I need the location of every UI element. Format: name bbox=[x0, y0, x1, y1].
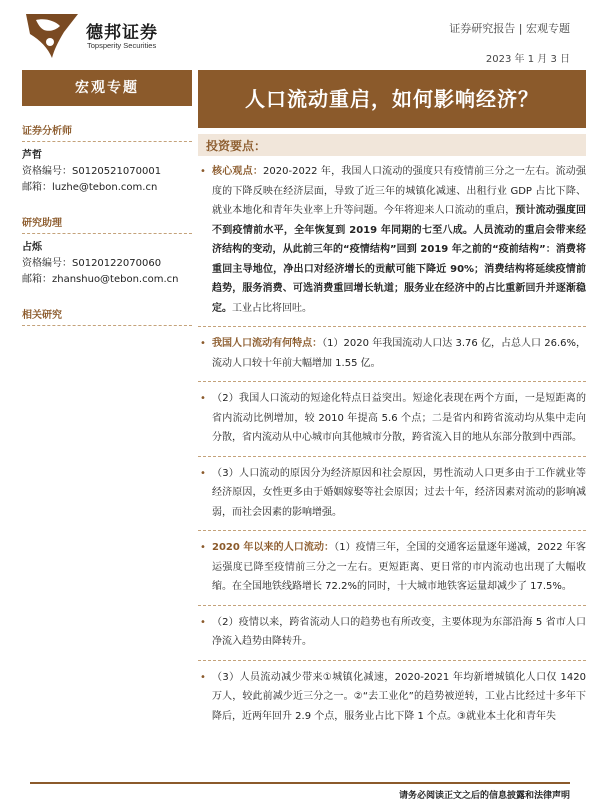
paragraph-text: 工业占比将回吐。 bbox=[232, 302, 312, 314]
divider bbox=[22, 233, 192, 234]
paragraph-text: （3）人员流动减少带来①城镇化减速，2020-2021 年均新增城镇化人口仅 1420 万人，较此前减少近三分之一。②“去工业化”的趋势被逆转，工业占比经过十多年下降后，近两年回升 2.9 个点，服务业占比下降 1 个点。③就业本土化和青年失 bbox=[212, 671, 586, 722]
paragraph-text: （1）疫情三年，全国的交通客运量逐年递减，2022 年客运强度已降至疫情前三分之一左右。更短距离、更日常的市内流动也出现了大幅收缩。在全国地铁线路增长 72.2%的同时，十大城市地铁客运量却减少了 17.5%。 bbox=[212, 542, 586, 592]
analyst-name: 芦哲 bbox=[22, 150, 42, 161]
divider bbox=[22, 325, 192, 326]
analyst-email[interactable]: 邮箱：luzhe@tebon.com.cn bbox=[22, 182, 158, 193]
paragraph-text: （2）我国人口流动的短途化特点日益突出。短途化表现在两个方面，一是短距离的省内流动比例增加，较 2010 年提高 5.6 个点；二是省内和跨省流动均从集中走向分散，省内流动从中心城市向其他城市分散，跨省流入目的地从东部分散到中西部。 bbox=[212, 393, 586, 443]
assistant-name: 占烁 bbox=[22, 242, 42, 253]
paragraph-lead: 2020 年以来的人口流动： bbox=[212, 542, 335, 553]
paragraph-lead: 核心观点： bbox=[212, 166, 264, 177]
author-sidebar bbox=[22, 112, 192, 330]
bullet-icon: • bbox=[200, 467, 206, 479]
divider bbox=[198, 373, 586, 389]
section-banner: 宏观专题 bbox=[22, 70, 192, 106]
bullet-icon: • bbox=[200, 616, 206, 628]
paragraph-text: （1）2020 年我国流动人口达 3.76 亿，占总人口 26.6%，流动人口较十年前大幅增加 1.55 亿。 bbox=[212, 338, 586, 369]
report-type-label: 证券研究报告 | 宏观专题 bbox=[449, 22, 570, 35]
assistant-cert: 资格编号：S0120122070060 bbox=[22, 258, 162, 269]
analyst-cert: 资格编号：S0120521070001 bbox=[22, 166, 162, 177]
bullet-icon: • bbox=[200, 393, 206, 404]
divider bbox=[198, 318, 586, 334]
divider bbox=[198, 522, 586, 538]
paragraph-lead: 我国人口流动有何特点： bbox=[212, 338, 323, 349]
divider bbox=[198, 652, 586, 668]
legal-disclaimer: 请务必阅读正文之后的信息披露和法律声明 bbox=[398, 791, 570, 800]
divider bbox=[22, 141, 192, 142]
divider bbox=[198, 448, 586, 464]
paragraph-text: （2）疫情以来，跨省流动人口的趋势也有所改变，主要体现为东部沿海 5 省市人口净流入趋势由降转升。 bbox=[212, 616, 586, 647]
paragraph-since-2020 bbox=[198, 538, 586, 597]
bullet-icon: • bbox=[200, 671, 206, 683]
paragraph-bold-text: 预计流动强度回不到疫情前水平，全年恢复到 2019 年同期的七至八成。人员流动的重启会带来经济结构的变动，从此前三年的“疫情结构”回到 2019 年之前的“疫前结构”：消费将重回主导地位，净出口对经济增长的贡献可能下降近 90%；消费结构将延续疫情前趋势，服务消费、可选消费重回增长轨道；服务业在经济中的占比重新回升并逐渐稳定。 bbox=[212, 205, 586, 314]
page-header bbox=[0, 0, 600, 70]
divider bbox=[198, 597, 586, 613]
paragraph-interprovincial bbox=[198, 613, 586, 652]
bullet-icon: • bbox=[200, 542, 206, 553]
bullet-icon: • bbox=[200, 338, 206, 349]
bullet-icon: • bbox=[200, 166, 206, 177]
related-research-heading: 相关研究 bbox=[22, 310, 62, 321]
key-points-label: 投资要点： bbox=[206, 139, 267, 153]
paragraph-migration-features bbox=[198, 334, 586, 373]
footer-divider bbox=[30, 782, 570, 784]
report-title: 人口流动重启，如何影响经济？ bbox=[198, 70, 586, 128]
analyst-heading: 证券分析师 bbox=[22, 126, 72, 137]
paragraph-migration-causes bbox=[198, 464, 586, 523]
assistant-email[interactable]: 邮箱：zhanshuo@tebon.com.cn bbox=[22, 274, 179, 285]
report-date: 2023 年 1 月 3 日 bbox=[485, 54, 570, 65]
paragraph-text: （3）人口流动的原因分为经济原因和社会原因，男性流动人口更多由于工作就业等经济原因，女性更多由于婚姻嫁娶等社会原因；过去十年，经济因素对流动的影响减弱，而社会因素的影响增强。 bbox=[212, 467, 586, 518]
dragon-logo-icon bbox=[24, 12, 80, 60]
paragraph-core-view bbox=[198, 162, 586, 318]
key-points-header bbox=[198, 134, 586, 156]
paragraph-consequences bbox=[198, 668, 586, 727]
assistant-heading: 研究助理 bbox=[22, 218, 62, 229]
report-body bbox=[198, 162, 586, 762]
logo-chinese-name: 德邦证券 bbox=[86, 23, 158, 43]
paragraph-short-distance bbox=[198, 389, 586, 448]
paragraph-text: 2020-2022 年，我国人口流动的强度只有疫情前三分之一左右。流动强度的下降反映在经济层面，导致了近三年的城镇化减速、出租行业 GDP 占比下降、就业本地化和青年失业率上升等问题。今年将迎来人口流动的重启， bbox=[212, 166, 586, 216]
logo-english-name: Topsperity Securities bbox=[87, 41, 157, 50]
